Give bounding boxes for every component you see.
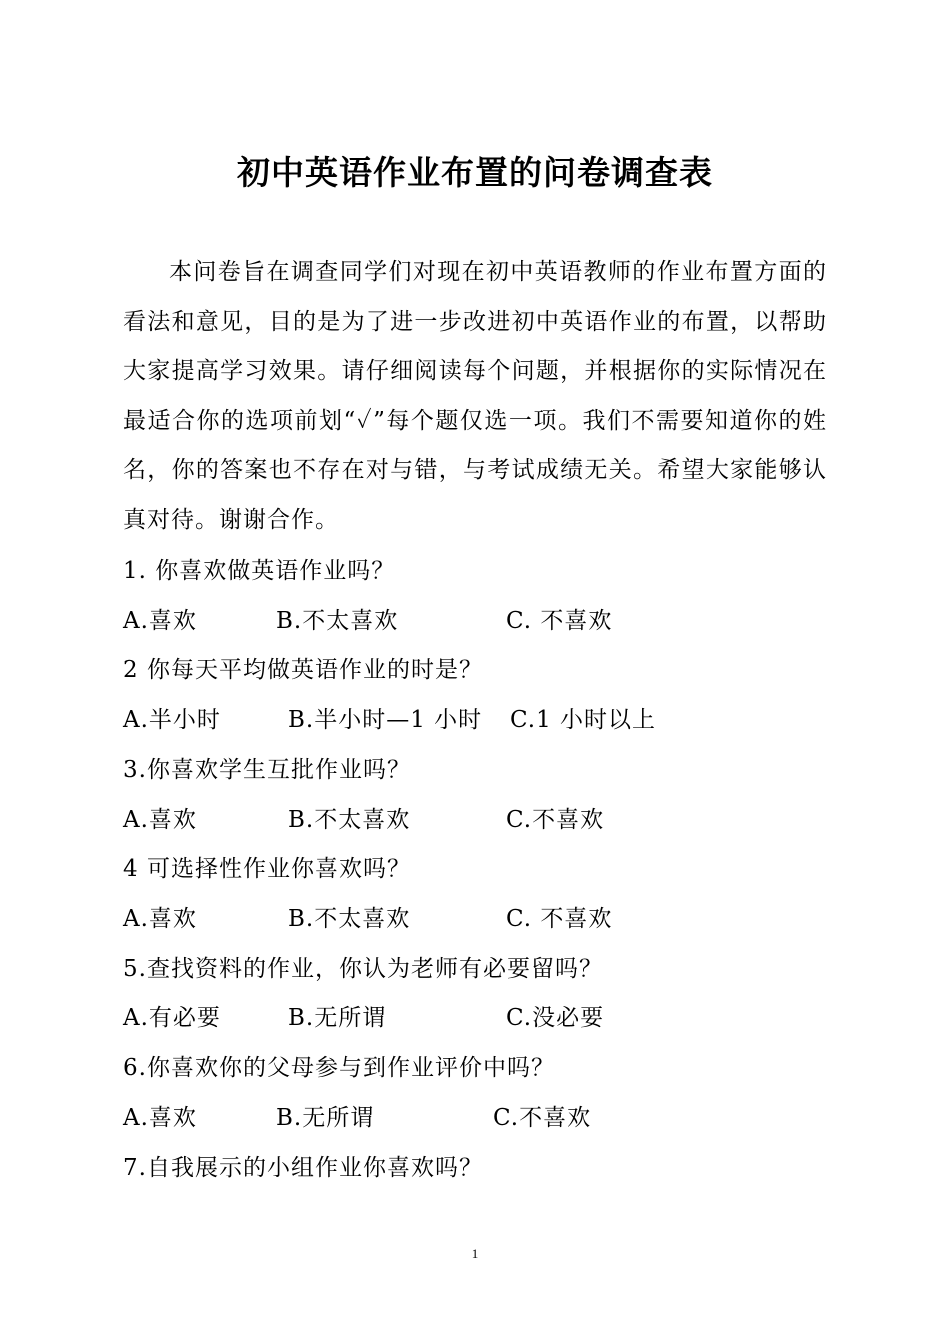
q5-option-b: B.无所谓 [288,1005,387,1031]
document-title: 初中英语作业布置的问卷调查表 [237,153,713,192]
q1-option-c: C. 不喜欢 [506,608,613,634]
question-3: 3.你喜欢学生互批作业吗？ [123,757,411,783]
q5-option-c: C.没必要 [506,1005,605,1031]
q2-option-c: C.1 小时以上 [510,707,657,733]
question-7: 7.自我展示的小组作业你喜欢吗？ [123,1155,483,1181]
question-6: 6.你喜欢你的父母参与到作业评价中吗？ [123,1055,555,1081]
question-4: 4 可选择性作业你喜欢吗？ [123,856,411,882]
q6-option-c: C.不喜欢 [493,1105,592,1131]
question-2: 2 你每天平均做英语作业的时是？ [123,657,483,683]
q4-option-c: C. 不喜欢 [506,906,613,932]
q1-option-b: B.不太喜欢 [276,608,399,634]
question-1: 1. 你喜欢做英语作业吗？ [123,558,396,584]
q4-option-a: A.喜欢 [123,906,197,932]
q1-option-a: A.喜欢 [123,608,197,634]
page-number: 1 [471,1246,479,1261]
q2-option-b: B.半小时—1 小时 [288,707,483,733]
q3-option-b: B.不太喜欢 [288,807,411,833]
question-5: 5.查找资料的作业，你认为老师有必要留吗？ [123,956,603,982]
intro-paragraph: 本问卷旨在调查同学们对现在初中英语教师的作业布置方面的看法和意见，目的是为了进一步改进初中英语作业的布置，以帮助大家提高学习效果。请仔细阅读每个问题，并根据你的实际情况在最适合你的选项前划“✓”每个题仅选一项。我们不需要知道你的姓名，你的答案也不存在对与错，与考试成绩无关。希望大家能够认真对待。谢谢合作。 [123,259,827,533]
q6-option-a: A.喜欢 [123,1105,197,1131]
q6-option-b: B.无所谓 [276,1105,375,1131]
q5-option-a: A.有必要 [123,1005,221,1031]
q3-option-a: A.喜欢 [123,807,197,833]
q4-option-b: B.不太喜欢 [288,906,411,932]
q2-option-a: A.半小时 [123,707,221,733]
q3-option-c: C.不喜欢 [506,807,605,833]
